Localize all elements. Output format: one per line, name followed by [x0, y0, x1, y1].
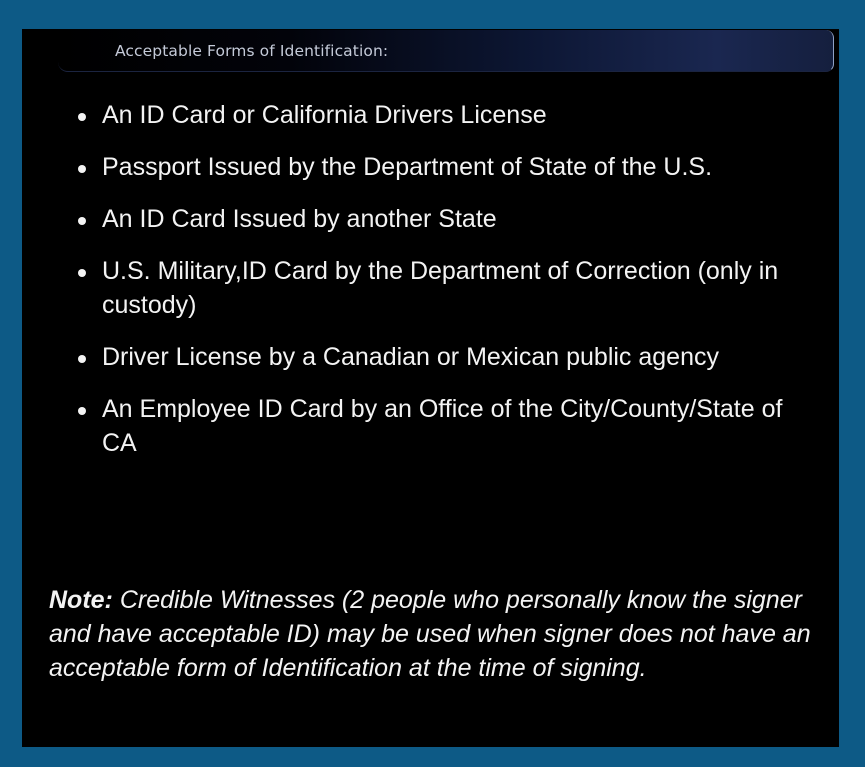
list-item-text: An ID Card or California Drivers License — [102, 101, 547, 129]
list-item-text: An Employee ID Card by an Office of the City/County/State of CA — [102, 395, 783, 457]
list-item-text: Passport Issued by the Department of State of the U.S. — [102, 153, 713, 181]
bullet-icon — [78, 113, 86, 121]
content-panel — [22, 29, 839, 747]
note-label: Note: — [49, 586, 113, 614]
list-item-text: An ID Card Issued by another State — [102, 205, 497, 233]
section-title: Acceptable Forms of Identification: — [115, 42, 389, 60]
bullet-icon — [78, 217, 86, 225]
list-item — [78, 392, 798, 460]
bullet-icon — [78, 355, 86, 363]
list-item — [78, 150, 798, 184]
bullet-icon — [78, 269, 86, 277]
note-text: Credible Witnesses (2 people who personally know the signer and have acceptable ID) may be used when signer does not have an acceptable form of Identification at the time of signing. — [49, 586, 811, 682]
id-list — [78, 98, 798, 478]
list-item-text: U.S. Military,ID Card by the Department of Correction (only in custody) — [102, 257, 779, 319]
section-header — [58, 30, 834, 72]
list-item — [78, 254, 798, 322]
bullet-icon — [78, 407, 86, 415]
note-paragraph — [49, 583, 819, 685]
list-item — [78, 340, 798, 374]
list-item-text: Driver License by a Canadian or Mexican public agency — [102, 343, 719, 371]
list-item — [78, 98, 798, 132]
list-item — [78, 202, 798, 236]
bullet-icon — [78, 165, 86, 173]
